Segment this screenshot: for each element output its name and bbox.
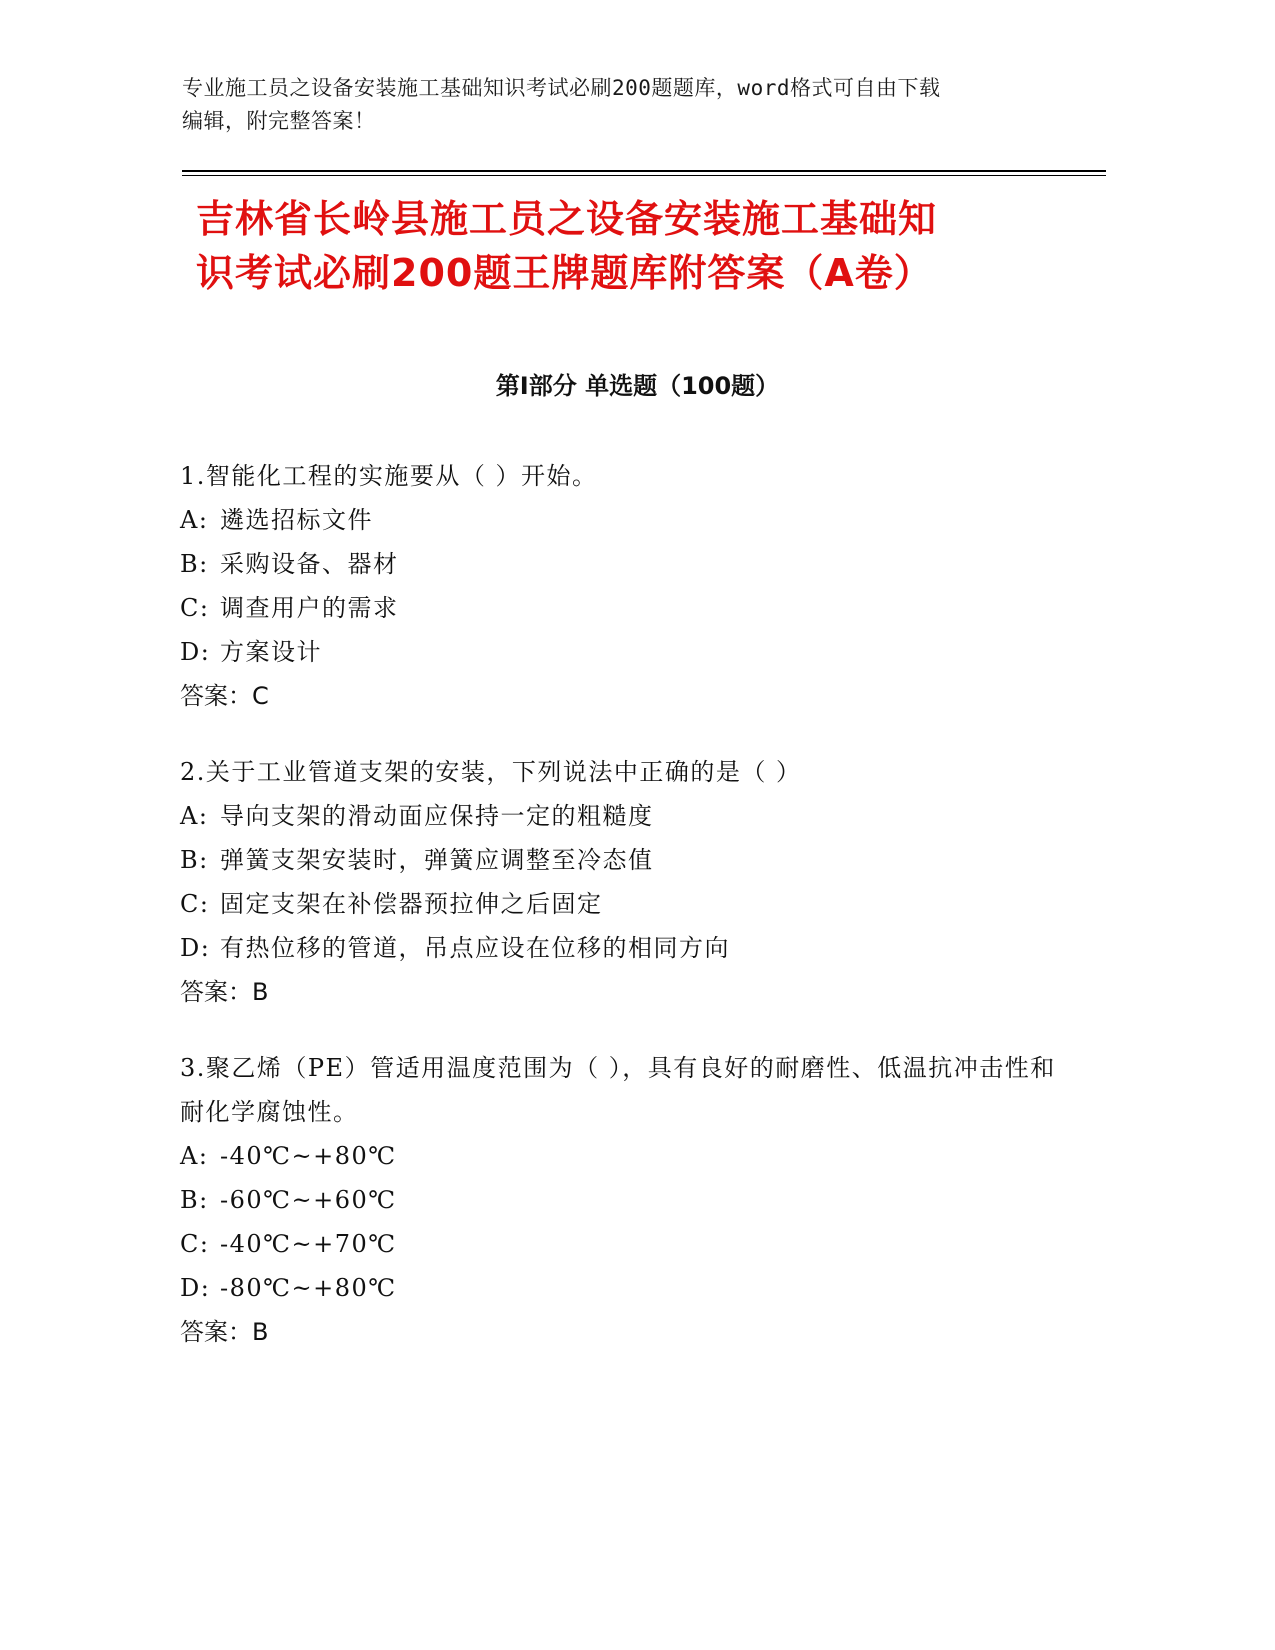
option-letter: B:: [180, 846, 209, 874]
option-b: [180, 838, 1060, 882]
question-stem: 1.智能化工程的实施要从（ ）开始。: [180, 462, 598, 490]
option-letter: D:: [180, 934, 211, 962]
option-text: 遴选招标文件: [220, 506, 373, 534]
option-a: [180, 498, 1060, 542]
option-text: 采购设备、器材: [220, 550, 399, 578]
document-title-line-1: 吉林省长岭县施工员之设备安装施工基础知: [196, 197, 938, 241]
option-a: [180, 794, 1060, 838]
option-a: [180, 1134, 1060, 1178]
option-text: 方案设计: [220, 638, 322, 666]
document-title-line-2: 识考试必刷200题王牌题库附答案（A卷）: [196, 251, 933, 295]
option-letter: C:: [180, 1230, 210, 1258]
header-rule-thick: [182, 170, 1106, 172]
section-heading: 第Ⅰ部分 单选题（100题）: [495, 372, 780, 400]
question-1: [180, 454, 1060, 718]
header-note: [182, 72, 1062, 138]
option-c: [180, 1222, 1060, 1266]
question-stem: 2.关于工业管道支架的安装，下列说法中正确的是（ ）: [180, 758, 802, 786]
header-note-line-2: 编辑，附完整答案！: [182, 109, 376, 133]
option-b: [180, 1178, 1060, 1222]
option-letter: D:: [180, 638, 211, 666]
answer-line: 答案：B: [180, 1318, 269, 1346]
option-d: [180, 630, 1060, 674]
option-text: 导向支架的滑动面应保持一定的粗糙度: [220, 802, 654, 830]
option-c: [180, 586, 1060, 630]
question-stem: 3.聚乙烯（PE）管适用温度范围为（ ），具有良好的耐磨性、低温抗冲击性和耐化学腐蚀性。: [180, 1054, 1056, 1126]
option-letter: C:: [180, 594, 210, 622]
option-letter: B:: [180, 550, 209, 578]
option-letter: A:: [180, 1142, 209, 1170]
answer-line: 答案：C: [180, 682, 269, 710]
header-note-line-1: 专业施工员之设备安装施工基础知识考试必刷200题题库，word格式可自由下载: [182, 76, 941, 100]
question-list: [180, 454, 1060, 1386]
option-text: -40℃~+80℃: [220, 1142, 397, 1170]
answer-line: 答案：B: [180, 978, 269, 1006]
option-text: 有热位移的管道，吊点应设在位移的相同方向: [220, 934, 730, 962]
option-text: 弹簧支架安装时，弹簧应调整至冷态值: [220, 846, 654, 874]
option-text: -60℃~+60℃: [220, 1186, 397, 1214]
option-letter: A:: [180, 802, 209, 830]
option-b: [180, 542, 1060, 586]
header-rule-thin: [182, 175, 1106, 176]
option-text: -40℃~+70℃: [220, 1230, 397, 1258]
option-d: [180, 1266, 1060, 1310]
option-text: -80℃~+80℃: [220, 1274, 397, 1302]
document-title: [196, 192, 1096, 300]
option-letter: C:: [180, 890, 210, 918]
option-d: [180, 926, 1060, 970]
question-2: [180, 750, 1060, 1014]
option-letter: B:: [180, 1186, 209, 1214]
option-c: [180, 882, 1060, 926]
option-text: 固定支架在补偿器预拉伸之后固定: [220, 890, 603, 918]
option-letter: D:: [180, 1274, 211, 1302]
option-letter: A:: [180, 506, 209, 534]
option-text: 调查用户的需求: [220, 594, 399, 622]
question-3: [180, 1046, 1060, 1354]
